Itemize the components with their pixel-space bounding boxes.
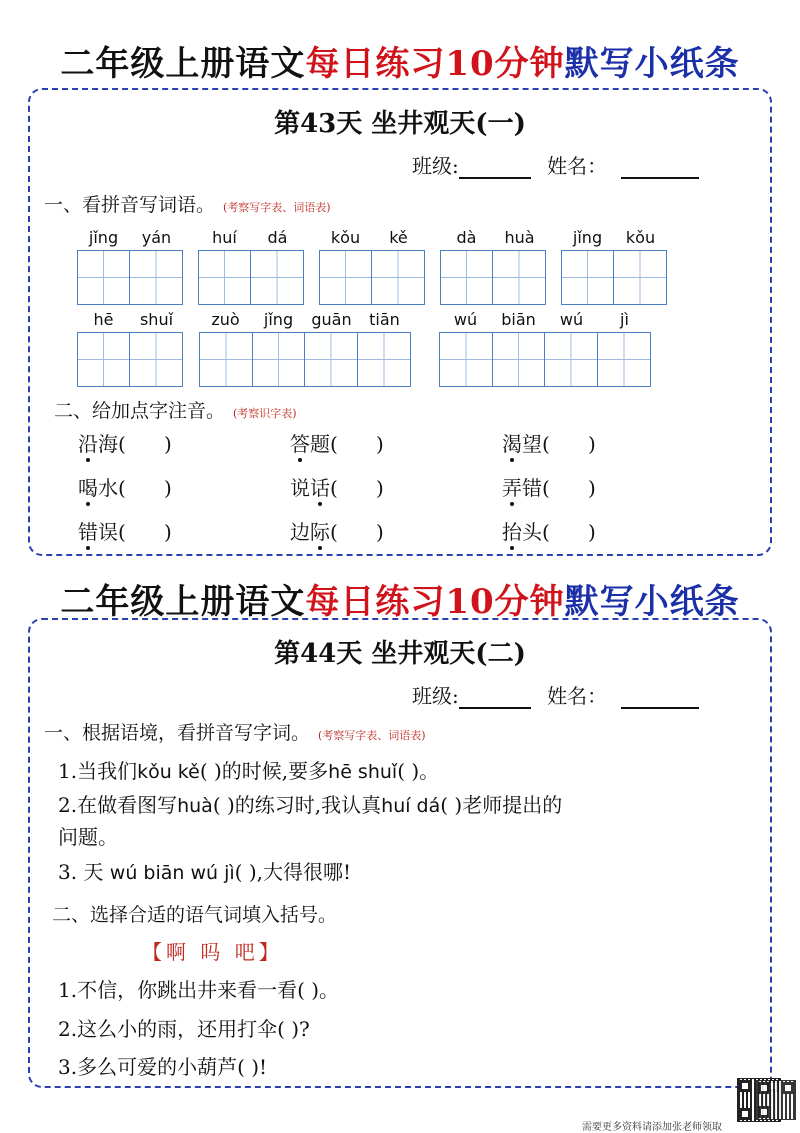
- pinyin-label: yán: [141, 228, 172, 247]
- pinyin-label: kǒu: [625, 228, 656, 247]
- dotted-word: [502, 472, 596, 501]
- answer-parens[interactable]: ( ): [542, 432, 596, 456]
- pinyin-label: tiān: [369, 310, 400, 329]
- banner-part1: 二年级上册语文: [60, 44, 306, 84]
- pinyin-label: dà: [456, 228, 477, 247]
- pinyin-label: wú: [559, 310, 584, 329]
- grid-cell[interactable]: [253, 333, 306, 386]
- word-char: 抬: [502, 516, 522, 545]
- grid-cell[interactable]: [493, 251, 545, 304]
- writing-grid: [77, 332, 183, 387]
- writing-grid: [319, 250, 425, 305]
- sentence-2[interactable]: 2.这么小的雨，还用打伞( )?: [58, 1017, 310, 1041]
- word-char: 误: [98, 520, 118, 544]
- grid-cell[interactable]: [372, 251, 424, 304]
- answer-parens[interactable]: ( ): [118, 476, 172, 500]
- dotted-word: [290, 472, 384, 501]
- day44-class-row: [412, 680, 699, 709]
- banner-part1: 二年级上册语文: [60, 582, 306, 622]
- pinyin-label: wú: [453, 310, 478, 329]
- grid-cell[interactable]: [78, 333, 130, 386]
- word-group: [198, 228, 304, 305]
- pinyin-label: guān: [311, 310, 352, 329]
- grid-cell[interactable]: [562, 251, 614, 304]
- word-char: 错: [78, 516, 98, 545]
- answer-parens[interactable]: ( ): [542, 476, 596, 500]
- q3-post[interactable]: ( ),大得很哪!: [234, 860, 352, 884]
- q3-pre: 3. 天: [58, 860, 110, 884]
- writing-grid: [198, 250, 304, 305]
- grid-cell[interactable]: [598, 333, 651, 386]
- grid-cell[interactable]: [251, 251, 303, 304]
- word-char: 渴: [502, 428, 522, 457]
- word-group: [440, 228, 546, 305]
- q2-post[interactable]: ( )老师提出的: [440, 793, 563, 817]
- dotted-word: [502, 428, 596, 457]
- class-label: 班级:: [412, 154, 459, 178]
- dotted-word: [290, 516, 384, 545]
- pinyin-label: jì: [620, 310, 629, 329]
- banner-part2: 每日练习10分钟: [305, 44, 565, 84]
- pinyin-label: jǐng: [88, 228, 119, 247]
- grid-cell[interactable]: [320, 251, 372, 304]
- word-group: [199, 310, 411, 387]
- word-char: 错: [522, 476, 542, 500]
- banner-bottom: [0, 574, 800, 623]
- q2-pre: 2.在做看图写: [58, 793, 178, 817]
- word-char: 话: [310, 472, 330, 501]
- day43-title: 第43天 坐井观天(一): [274, 109, 526, 139]
- word-char: 答: [290, 428, 310, 457]
- writing-grid: [439, 332, 651, 387]
- question-2: [58, 789, 562, 818]
- pinyin-label: huí: [212, 228, 237, 247]
- sentence-3[interactable]: 3.多么可爱的小葫芦( )!: [58, 1055, 268, 1079]
- name-label: 姓名：: [547, 684, 608, 708]
- q3-pinyin: wú biān wú jì: [109, 862, 235, 884]
- question-1: [58, 755, 439, 784]
- section1-note: (考察写字表、词语表): [223, 201, 331, 214]
- q2-mid[interactable]: ( )的练习时,我认真: [212, 793, 382, 817]
- pinyin-label: zuò: [211, 310, 240, 329]
- pinyin-label: biān: [501, 310, 536, 329]
- q1-pre: 1.当我们: [58, 759, 138, 783]
- day43-class-row: [412, 150, 699, 179]
- section1-title: 一、看拼音写词语。: [44, 194, 216, 216]
- banner-part3: 默写小纸条: [564, 582, 740, 622]
- grid-cell[interactable]: [199, 251, 251, 304]
- name-blank[interactable]: [621, 177, 699, 179]
- sentence-1[interactable]: 1.不信，你跳出井来看一看( )。: [58, 978, 340, 1002]
- word-char: 题: [310, 432, 330, 456]
- name-label: 姓名：: [547, 154, 608, 178]
- pinyin-label: huà: [504, 228, 535, 247]
- q2-pinyin-2: huí dá: [381, 795, 441, 817]
- word-char: 头: [522, 520, 542, 544]
- pinyin-label: kǒu: [330, 228, 361, 247]
- answer-parens[interactable]: ( ): [330, 520, 384, 544]
- day43-section2-heading: [54, 396, 297, 423]
- word-char: 弄: [502, 472, 522, 501]
- word-char: 说: [290, 476, 310, 500]
- word-char: 边: [290, 520, 310, 544]
- word-group: [561, 228, 667, 305]
- pinyin-label: hē: [93, 310, 114, 329]
- word-char: 喝: [78, 472, 98, 501]
- pinyin-label: kě: [389, 228, 408, 247]
- writing-grid: [440, 250, 546, 305]
- answer-parens[interactable]: ( ): [118, 520, 172, 544]
- question-3: [58, 856, 351, 885]
- question-2-cont: 问题。: [58, 825, 118, 849]
- day44-section1-heading: [44, 718, 426, 745]
- class-blank[interactable]: [459, 707, 531, 709]
- answer-parens[interactable]: ( ): [542, 520, 596, 544]
- dotted-words: [78, 428, 678, 548]
- pinyin-label: dá: [267, 228, 288, 247]
- dotted-word: [290, 428, 384, 457]
- grid-cell[interactable]: [305, 333, 358, 386]
- q2-pinyin-1: huà: [177, 795, 213, 817]
- pinyin-label: jǐng: [263, 310, 294, 329]
- choice-words: 【啊 吗 吧】: [142, 940, 283, 964]
- grid-cell[interactable]: [200, 333, 253, 386]
- pinyin-label: jǐng: [572, 228, 603, 247]
- grid-cell[interactable]: [130, 251, 182, 304]
- word-group: [439, 310, 651, 387]
- writing-grid: [561, 250, 667, 305]
- q1-pinyin-1: kǒu kě: [137, 761, 200, 783]
- qr-code-2: [756, 1080, 796, 1120]
- word-char: 际: [310, 516, 330, 545]
- name-blank[interactable]: [621, 707, 699, 709]
- section2-note: (考察识字表): [233, 407, 297, 420]
- word-group: [319, 228, 425, 305]
- footer-note: 需要更多资料请添加张老师领取: [582, 1122, 722, 1133]
- dotted-word: [78, 516, 172, 545]
- class-label: 班级:: [412, 684, 459, 708]
- word-char: 水: [98, 476, 118, 500]
- q1-pinyin-2: hē shuǐ: [328, 761, 398, 783]
- word-char: 望: [522, 432, 542, 456]
- section1-note: (考察写字表、词语表): [318, 729, 426, 742]
- answer-parens[interactable]: ( ): [330, 432, 384, 456]
- answer-parens[interactable]: ( ): [330, 476, 384, 500]
- dotted-word: [78, 428, 172, 457]
- dotted-word: [502, 516, 596, 545]
- banner-top: [0, 36, 800, 85]
- grid-cell[interactable]: [130, 333, 182, 386]
- grid-cell[interactable]: [78, 251, 130, 304]
- q1-post[interactable]: ( )。: [397, 759, 440, 783]
- grid-cell[interactable]: [614, 251, 666, 304]
- day44-section2-heading: 二、选择合适的语气词填入括号。: [52, 904, 338, 926]
- banner-part2: 每日练习10分钟: [305, 582, 565, 622]
- day43-section1-heading: [44, 190, 331, 217]
- dotted-word: [78, 472, 172, 501]
- word-char: 海: [98, 432, 118, 456]
- writing-grid: [77, 250, 183, 305]
- grid-cell[interactable]: [441, 251, 493, 304]
- class-blank[interactable]: [459, 177, 531, 179]
- grid-cell[interactable]: [358, 333, 411, 386]
- grid-cell[interactable]: [545, 333, 598, 386]
- pinyin-label: shuǐ: [139, 310, 174, 329]
- banner-part3: 默写小纸条: [564, 44, 740, 84]
- answer-parens[interactable]: ( ): [118, 432, 172, 456]
- writing-grid: [199, 332, 411, 387]
- grid-cell[interactable]: [493, 333, 546, 386]
- day44-title: 第44天 坐井观天(二): [274, 639, 526, 669]
- grid-cell[interactable]: [440, 333, 493, 386]
- word-char: 沿: [78, 428, 98, 457]
- section2-title: 二、给加点字注音。: [54, 400, 226, 422]
- section1-title: 一、根据语境，看拼音写字词。: [44, 722, 311, 744]
- q1-mid[interactable]: ( )的时候,要多: [199, 759, 329, 783]
- word-group: [77, 228, 183, 305]
- word-group: [77, 310, 183, 387]
